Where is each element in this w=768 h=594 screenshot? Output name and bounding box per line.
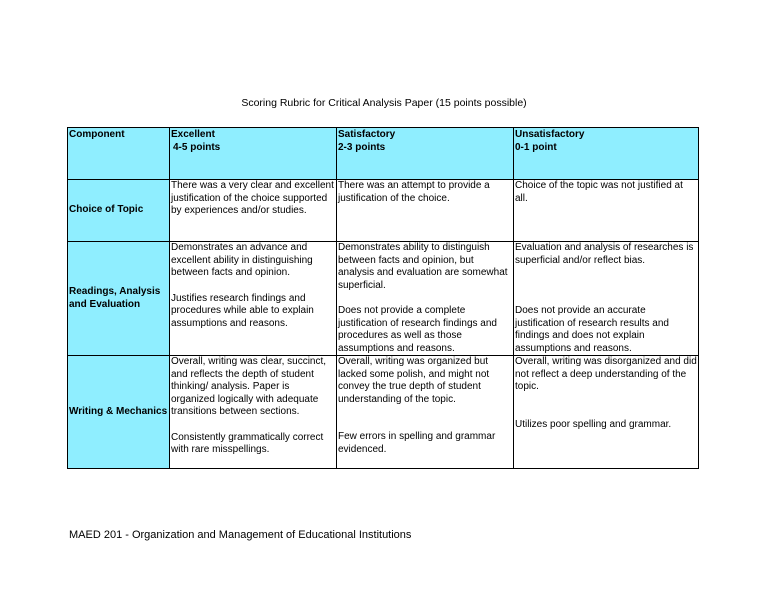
header-row (68, 128, 699, 180)
course-footer: MAED 201 - Organization and Management of Educational Institutions (69, 529, 412, 541)
criteria-cell-satisfactory (337, 180, 514, 242)
header-label: Unsatisfactory (515, 129, 585, 140)
table-row (68, 242, 699, 356)
criteria-text: Demonstrates an advance and excellent ability in distinguishing between facts and opinion. (171, 242, 313, 278)
criteria-text: Evaluation and analysis of researches is superficial and/or reflect bias. (515, 242, 694, 266)
component-cell: Readings, Analysis and Evaluation (68, 242, 170, 356)
criteria-cell-excellent (170, 180, 337, 242)
table-row (68, 180, 699, 242)
header-component (68, 128, 170, 180)
criteria-cell-satisfactory (337, 242, 514, 356)
header-excellent (170, 128, 337, 180)
header-points: 4-5 points (173, 141, 221, 153)
component-cell: Writing & Mechanics (68, 356, 170, 469)
criteria-text: Overall, writing was organized but lacked some polish, and might not convey the true depth of student understanding of the topic. (338, 356, 490, 405)
criteria-cell-unsatisfactory (514, 356, 699, 469)
criteria-text: Does not provide an accurate justification of research results and findings and does not explain assumptions and reasons. (515, 305, 669, 354)
rubric-table (67, 127, 699, 469)
header-label: Component (69, 129, 125, 140)
criteria-text: Demonstrates ability to distinguish between facts and opinion, but analysis and evaluation are somewhat superficial. (338, 242, 508, 291)
criteria-cell-excellent (170, 356, 337, 469)
criteria-text: Consistently grammatically correct with rare misspellings. (171, 431, 324, 455)
criteria-text: Does not provide a complete justification of research findings and procedures as well as those assumptions and reasons. (338, 305, 497, 354)
criteria-text: There was an attempt to provide a justification of the choice. (338, 180, 490, 204)
criteria-text: Few errors in spelling and grammar evidenced. (338, 431, 496, 455)
criteria-text: There was a very clear and excellent justification of the choice supported by experiences and/or studies. (171, 180, 334, 216)
header-label: Excellent (171, 129, 215, 140)
criteria-cell-satisfactory (337, 356, 514, 469)
header-label: Satisfactory (338, 129, 396, 140)
header-points: 0-1 point (515, 141, 557, 153)
header-unsatisfactory (514, 128, 699, 180)
header-points: 2-3 points (338, 141, 386, 153)
component-cell: Choice of Topic (68, 180, 170, 242)
criteria-text: Overall, writing was clear, succinct, and reflects the depth of student thinking/ analysis. Paper is organized logically with adequate transitions between sections. (171, 356, 327, 417)
criteria-text: Overall, writing was disorganized and did not reflect a deep understanding of the topic. (515, 356, 697, 392)
criteria-cell-unsatisfactory (514, 242, 699, 356)
table-row (68, 356, 699, 469)
criteria-text: Justifies research findings and procedures while able to explain assumptions and reasons. (171, 292, 314, 329)
header-satisfactory (337, 128, 514, 180)
criteria-text: Choice of the topic was not justified at all. (515, 180, 683, 204)
criteria-cell-excellent (170, 242, 337, 356)
criteria-cell-unsatisfactory (514, 180, 699, 242)
criteria-text: Utilizes poor spelling and grammar. (515, 418, 672, 430)
page-title: Scoring Rubric for Critical Analysis Paper (15 points possible) (241, 97, 527, 109)
